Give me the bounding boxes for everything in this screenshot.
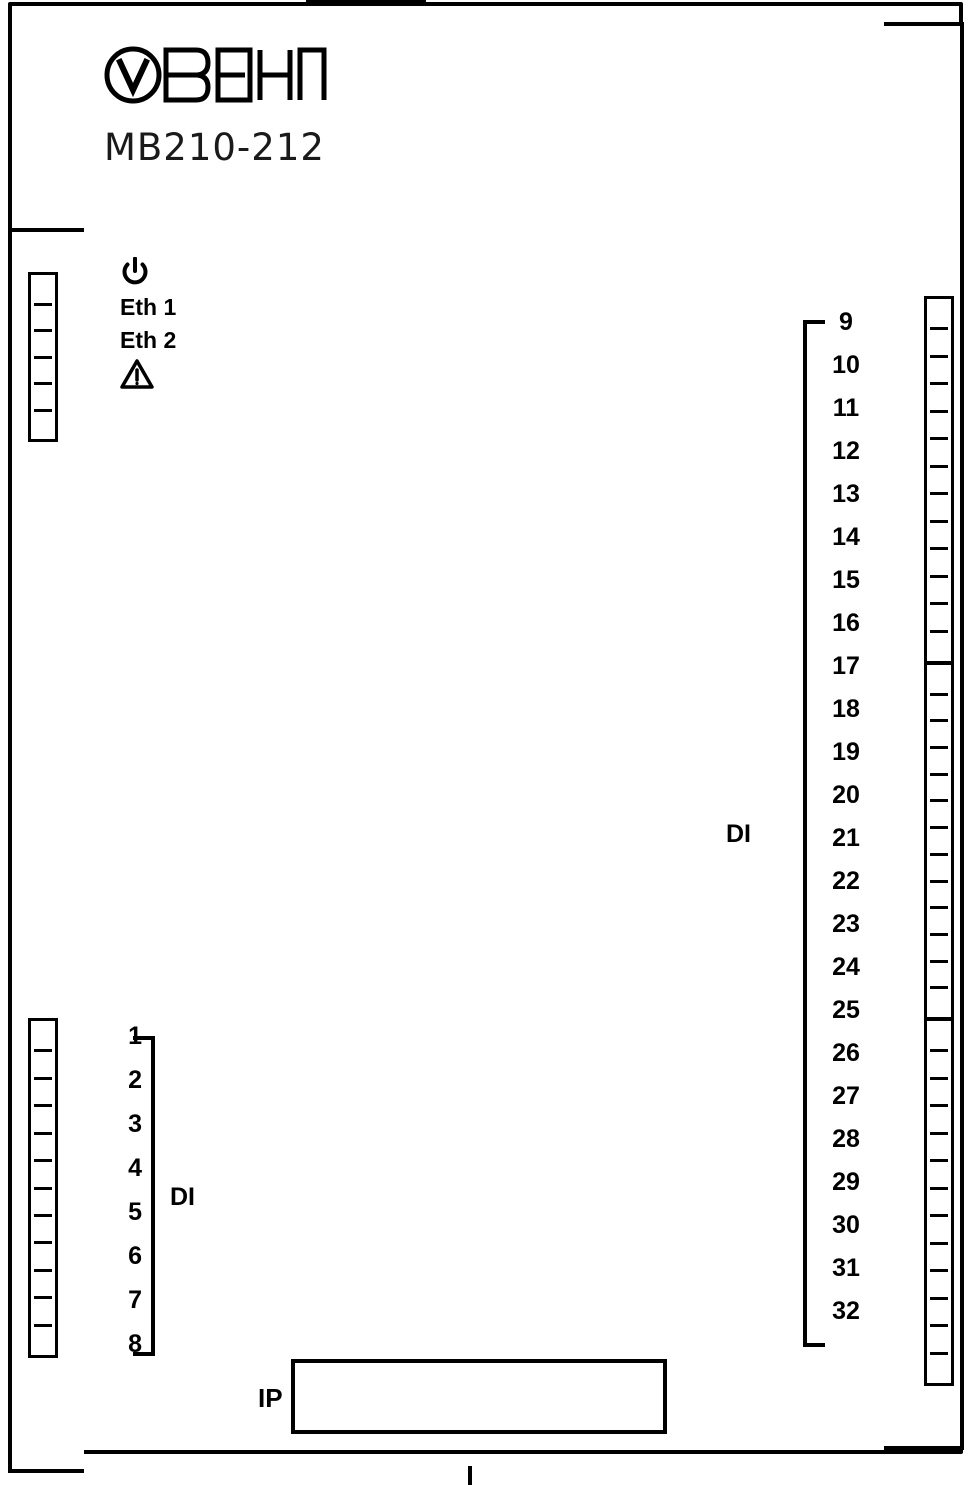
channel-number: 19 [832, 738, 860, 766]
terminal-slot [930, 989, 948, 1013]
terminal-slot [34, 332, 52, 359]
terminal-slot [930, 1355, 948, 1379]
power-indicator-row [120, 258, 240, 291]
terminal-slot [930, 696, 948, 723]
terminal-slot [930, 633, 948, 657]
eth1-indicator-row [120, 291, 240, 324]
terminal-slot [34, 412, 52, 436]
di-right-channel-numbers [823, 308, 869, 1340]
terminal-slot [34, 306, 52, 333]
terminal-slot [930, 330, 948, 357]
terminal-slot [930, 776, 948, 803]
channel-number: 18 [832, 695, 860, 723]
channel-number: 25 [832, 996, 860, 1024]
channel-number: 10 [832, 351, 860, 379]
channel-number: 13 [832, 480, 860, 508]
fault-indicator-row [120, 357, 240, 390]
terminal-slot [930, 909, 948, 936]
channel-number: 5 [128, 1198, 142, 1226]
terminal-slot [930, 963, 948, 990]
terminal-strip-right-middle [924, 662, 954, 1020]
terminal-strip-right-lower [924, 1018, 954, 1386]
model-name: МВ210-212 [104, 126, 325, 169]
terminal-slot [930, 523, 948, 550]
terminal-slot [930, 1107, 948, 1134]
channel-number: 9 [839, 308, 853, 336]
channel-number: 14 [832, 523, 860, 551]
channel-number: 30 [832, 1211, 860, 1239]
channel-number: 11 [832, 394, 860, 422]
terminal-slot [34, 1327, 52, 1351]
terminal-slot [930, 1025, 948, 1052]
channel-number: 23 [832, 910, 860, 938]
top-mounting-notch [306, 0, 426, 4]
channel-number: 12 [832, 437, 860, 465]
channel-number: 32 [832, 1297, 860, 1325]
ip-field[interactable] [291, 1359, 667, 1434]
terminal-strip-left-upper [28, 272, 58, 442]
terminal-slot [34, 1244, 52, 1271]
terminal-slot [34, 1217, 52, 1244]
terminal-slot [930, 385, 948, 412]
indicator-label-column [120, 258, 240, 390]
terminal-slot [930, 550, 948, 577]
channel-number: 16 [832, 609, 860, 637]
eth2-indicator-row [120, 324, 240, 357]
terminal-slot [930, 1217, 948, 1244]
terminal-strip-right-upper [924, 296, 954, 664]
terminal-slot [930, 883, 948, 910]
channel-number: 15 [832, 566, 860, 594]
channel-number: 17 [832, 652, 860, 680]
channel-number: 28 [832, 1125, 860, 1153]
channel-number: 1 [128, 1022, 142, 1050]
terminal-slot [930, 1135, 948, 1162]
brand-logo [104, 46, 329, 104]
terminal-slot [34, 1190, 52, 1217]
channel-number: 4 [128, 1154, 142, 1182]
terminal-slot [930, 1052, 948, 1079]
terminal-slot [34, 1162, 52, 1189]
terminal-slot [930, 749, 948, 776]
terminal-slot [34, 279, 52, 306]
terminal-slot [34, 1025, 52, 1052]
terminal-slot [930, 829, 948, 856]
channel-number: 31 [832, 1254, 860, 1282]
terminal-slot [930, 413, 948, 440]
terminal-slot [34, 359, 52, 386]
channel-number: 22 [832, 867, 860, 895]
terminal-slot [930, 303, 948, 330]
terminal-slot [930, 358, 948, 385]
di-left-bracket [133, 1036, 155, 1356]
bottom-mounting-notch [468, 1466, 472, 1485]
channel-number: 6 [128, 1242, 142, 1270]
channel-number: 26 [832, 1039, 860, 1067]
terminal-slot [930, 1272, 948, 1299]
terminal-slot [930, 1327, 948, 1354]
terminal-slot [34, 1299, 52, 1326]
channel-number: 8 [128, 1330, 142, 1358]
di-right-label: DI [726, 820, 751, 848]
eth2-label: Eth 2 [120, 327, 177, 353]
terminal-slot [34, 1135, 52, 1162]
terminal-slot [930, 578, 948, 605]
terminal-slot [930, 856, 948, 883]
terminal-slot [930, 936, 948, 963]
terminal-slot [930, 440, 948, 467]
warning-triangle-icon [120, 359, 154, 389]
terminal-slot [930, 1162, 948, 1189]
terminal-slot [930, 1080, 948, 1107]
di-right-bracket [803, 320, 825, 1347]
channel-number: 27 [832, 1082, 860, 1110]
channel-number: 3 [128, 1110, 142, 1138]
terminal-slot [930, 669, 948, 696]
channel-number: 24 [832, 953, 860, 981]
terminal-slot [34, 1052, 52, 1079]
terminal-slot [930, 605, 948, 632]
power-icon [120, 257, 150, 293]
terminal-slot [34, 1080, 52, 1107]
terminal-slot [930, 1190, 948, 1217]
terminal-slot [930, 495, 948, 522]
terminal-strip-left-lower [28, 1018, 58, 1358]
channel-number: 29 [832, 1168, 860, 1196]
di-left-label: DI [170, 1183, 195, 1211]
terminal-slot [34, 1272, 52, 1299]
terminal-slot [34, 1107, 52, 1134]
channel-number: 21 [832, 824, 860, 852]
terminal-slot [930, 1300, 948, 1327]
terminal-slot [930, 722, 948, 749]
terminal-slot [930, 1245, 948, 1272]
ip-label: IP [258, 1383, 283, 1413]
terminal-slot [930, 802, 948, 829]
channel-number: 2 [128, 1066, 142, 1094]
channel-number: 20 [832, 781, 860, 809]
eth1-label: Eth 1 [120, 294, 177, 320]
terminal-slot [930, 468, 948, 495]
terminal-slot [34, 385, 52, 412]
channel-number: 7 [128, 1286, 142, 1314]
